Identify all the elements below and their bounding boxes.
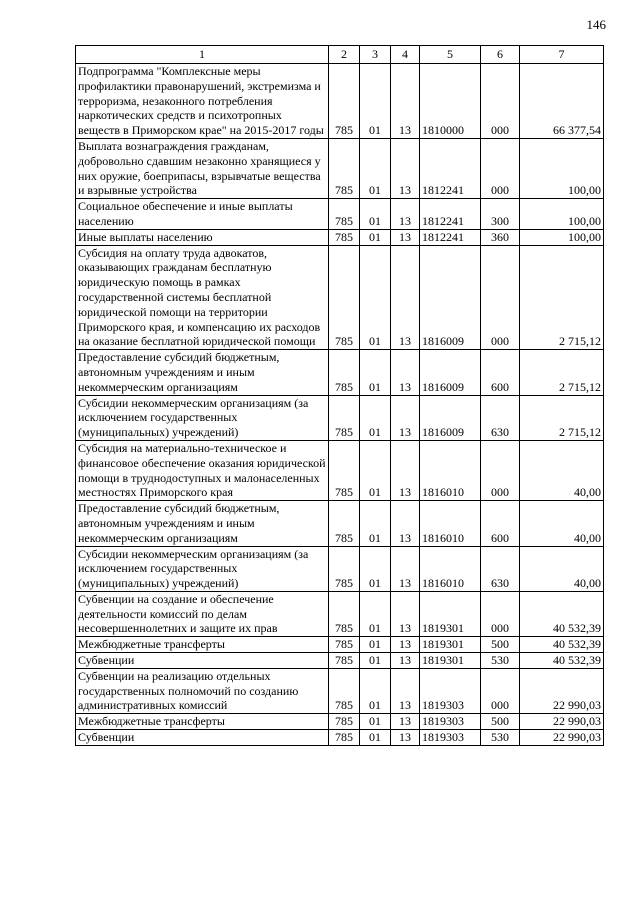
row-name-cell: Подпрограмма "Комплексные меры профилактики правонарушений, экстремизма и терроризма, незаконного потребления наркотических средств и психотропных веществ в Приморском крае" на 2015-2017 годы xyxy=(76,64,329,139)
expense-type-cell: 630 xyxy=(481,395,520,440)
subsection-code-cell: 13 xyxy=(391,637,420,653)
table-row xyxy=(76,395,604,440)
expense-type-cell: 000 xyxy=(481,440,520,500)
amount-cell: 100,00 xyxy=(520,229,604,245)
subsection-code-cell: 13 xyxy=(391,440,420,500)
amount-cell: 40,00 xyxy=(520,501,604,546)
table-row xyxy=(76,714,604,730)
header-cell: 6 xyxy=(481,46,520,64)
amount-cell: 66 377,54 xyxy=(520,64,604,139)
row-name-cell: Субвенции xyxy=(76,653,329,669)
expense-type-cell: 500 xyxy=(481,714,520,730)
row-name-cell: Субвенции на реализацию отдельных государственных полномочий по созданию административных комиссий xyxy=(76,668,329,713)
table-row xyxy=(76,546,604,591)
section-code-cell: 01 xyxy=(360,668,391,713)
chapter-code-cell: 785 xyxy=(329,501,360,546)
target-article-cell: 1819301 xyxy=(420,591,481,636)
target-article-cell: 1816010 xyxy=(420,501,481,546)
chapter-code-cell: 785 xyxy=(329,714,360,730)
subsection-code-cell: 13 xyxy=(391,546,420,591)
target-article-cell: 1816010 xyxy=(420,546,481,591)
amount-cell: 40,00 xyxy=(520,440,604,500)
expense-type-cell: 530 xyxy=(481,653,520,669)
subsection-code-cell: 13 xyxy=(391,668,420,713)
row-name-cell: Социальное обеспечение и иные выплаты населению xyxy=(76,199,329,230)
section-code-cell: 01 xyxy=(360,138,391,198)
row-name-cell: Субсидии некоммерческим организациям (за исключением государственных (муниципальных) учреждений) xyxy=(76,546,329,591)
section-code-cell: 01 xyxy=(360,591,391,636)
target-article-cell: 1812241 xyxy=(420,229,481,245)
table-row xyxy=(76,653,604,669)
target-article-cell: 1816009 xyxy=(420,395,481,440)
table-row xyxy=(76,245,604,350)
expense-type-cell: 000 xyxy=(481,591,520,636)
target-article-cell: 1819303 xyxy=(420,730,481,746)
section-code-cell: 01 xyxy=(360,350,391,395)
table-row xyxy=(76,501,604,546)
section-code-cell: 01 xyxy=(360,199,391,230)
subsection-code-cell: 13 xyxy=(391,591,420,636)
amount-cell: 2 715,12 xyxy=(520,350,604,395)
target-article-cell: 1812241 xyxy=(420,199,481,230)
chapter-code-cell: 785 xyxy=(329,637,360,653)
target-article-cell: 1812241 xyxy=(420,138,481,198)
subsection-code-cell: 13 xyxy=(391,395,420,440)
expense-type-cell: 360 xyxy=(481,229,520,245)
target-article-cell: 1819301 xyxy=(420,653,481,669)
row-name-cell: Выплата вознаграждения гражданам, добровольно сдавшим незаконно хранящиеся у них оружие, боеприпасы, взрывчатые вещества и взрывные устройства xyxy=(76,138,329,198)
subsection-code-cell: 13 xyxy=(391,730,420,746)
table-row xyxy=(76,229,604,245)
section-code-cell: 01 xyxy=(360,546,391,591)
amount-cell: 40 532,39 xyxy=(520,591,604,636)
chapter-code-cell: 785 xyxy=(329,199,360,230)
target-article-cell: 1810000 xyxy=(420,64,481,139)
header-cell: 5 xyxy=(420,46,481,64)
header-cell: 3 xyxy=(360,46,391,64)
expense-type-cell: 500 xyxy=(481,637,520,653)
amount-cell: 40 532,39 xyxy=(520,653,604,669)
table-row xyxy=(76,199,604,230)
amount-cell: 22 990,03 xyxy=(520,714,604,730)
target-article-cell: 1819303 xyxy=(420,668,481,713)
chapter-code-cell: 785 xyxy=(329,395,360,440)
row-name-cell: Иные выплаты населению xyxy=(76,229,329,245)
table-row xyxy=(76,730,604,746)
header-cell: 2 xyxy=(329,46,360,64)
subsection-code-cell: 13 xyxy=(391,714,420,730)
row-name-cell: Межбюджетные трансферты xyxy=(76,637,329,653)
row-name-cell: Субвенции xyxy=(76,730,329,746)
subsection-code-cell: 13 xyxy=(391,245,420,350)
expense-type-cell: 600 xyxy=(481,501,520,546)
table-row xyxy=(76,138,604,198)
amount-cell: 40 532,39 xyxy=(520,637,604,653)
header-row xyxy=(76,46,604,64)
chapter-code-cell: 785 xyxy=(329,440,360,500)
row-name-cell: Субсидия на оплату труда адвокатов, оказывающих гражданам бесплатную юридическую помощь в рамках государственной системы бесплатной юридической помощи на территории Приморского края, и компенсацию их расходов на оказание бесплатной юридической помощи xyxy=(76,245,329,350)
expense-type-cell: 000 xyxy=(481,668,520,713)
amount-cell: 100,00 xyxy=(520,199,604,230)
chapter-code-cell: 785 xyxy=(329,546,360,591)
chapter-code-cell: 785 xyxy=(329,138,360,198)
section-code-cell: 01 xyxy=(360,229,391,245)
section-code-cell: 01 xyxy=(360,637,391,653)
target-article-cell: 1816010 xyxy=(420,440,481,500)
amount-cell: 40,00 xyxy=(520,546,604,591)
expense-type-cell: 300 xyxy=(481,199,520,230)
row-name-cell: Субсидия на материально-техническое и финансовое обеспечение оказания юридической помощи в труднодоступных и малонаселенных местностях Приморского края xyxy=(76,440,329,500)
section-code-cell: 01 xyxy=(360,714,391,730)
table-row xyxy=(76,591,604,636)
subsection-code-cell: 13 xyxy=(391,350,420,395)
row-name-cell: Предоставление субсидий бюджетным, автономным учреждениям и иным некоммерческим организациям xyxy=(76,350,329,395)
section-code-cell: 01 xyxy=(360,64,391,139)
chapter-code-cell: 785 xyxy=(329,350,360,395)
expense-type-cell: 000 xyxy=(481,138,520,198)
chapter-code-cell: 785 xyxy=(329,245,360,350)
section-code-cell: 01 xyxy=(360,245,391,350)
chapter-code-cell: 785 xyxy=(329,591,360,636)
table-body xyxy=(76,64,604,746)
row-name-cell: Субвенции на создание и обеспечение деятельности комиссий по делам несовершеннолетних и защите их прав xyxy=(76,591,329,636)
header-cell: 1 xyxy=(76,46,329,64)
table-row xyxy=(76,64,604,139)
subsection-code-cell: 13 xyxy=(391,138,420,198)
chapter-code-cell: 785 xyxy=(329,229,360,245)
table-row xyxy=(76,668,604,713)
subsection-code-cell: 13 xyxy=(391,653,420,669)
section-code-cell: 01 xyxy=(360,501,391,546)
target-article-cell: 1819303 xyxy=(420,714,481,730)
header-cell: 4 xyxy=(391,46,420,64)
section-code-cell: 01 xyxy=(360,440,391,500)
target-article-cell: 1816009 xyxy=(420,245,481,350)
table-row xyxy=(76,637,604,653)
table-row xyxy=(76,440,604,500)
subsection-code-cell: 13 xyxy=(391,229,420,245)
amount-cell: 2 715,12 xyxy=(520,245,604,350)
section-code-cell: 01 xyxy=(360,730,391,746)
subsection-code-cell: 13 xyxy=(391,501,420,546)
target-article-cell: 1819301 xyxy=(420,637,481,653)
expense-type-cell: 600 xyxy=(481,350,520,395)
expense-type-cell: 000 xyxy=(481,64,520,139)
amount-cell: 22 990,03 xyxy=(520,668,604,713)
amount-cell: 100,00 xyxy=(520,138,604,198)
row-name-cell: Межбюджетные трансферты xyxy=(76,714,329,730)
subsection-code-cell: 13 xyxy=(391,64,420,139)
subsection-code-cell: 13 xyxy=(391,199,420,230)
amount-cell: 2 715,12 xyxy=(520,395,604,440)
chapter-code-cell: 785 xyxy=(329,653,360,669)
header-cell: 7 xyxy=(520,46,604,64)
page-number: 146 xyxy=(586,17,606,32)
expense-type-cell: 630 xyxy=(481,546,520,591)
row-name-cell: Субсидии некоммерческим организациям (за исключением государственных (муниципальных) учреждений) xyxy=(76,395,329,440)
amount-cell: 22 990,03 xyxy=(520,730,604,746)
expense-type-cell: 000 xyxy=(481,245,520,350)
chapter-code-cell: 785 xyxy=(329,668,360,713)
budget-table xyxy=(75,45,604,746)
expense-type-cell: 530 xyxy=(481,730,520,746)
chapter-code-cell: 785 xyxy=(329,730,360,746)
target-article-cell: 1816009 xyxy=(420,350,481,395)
section-code-cell: 01 xyxy=(360,653,391,669)
chapter-code-cell: 785 xyxy=(329,64,360,139)
section-code-cell: 01 xyxy=(360,395,391,440)
row-name-cell: Предоставление субсидий бюджетным, автономным учреждениям и иным некоммерческим организациям xyxy=(76,501,329,546)
table-row xyxy=(76,350,604,395)
